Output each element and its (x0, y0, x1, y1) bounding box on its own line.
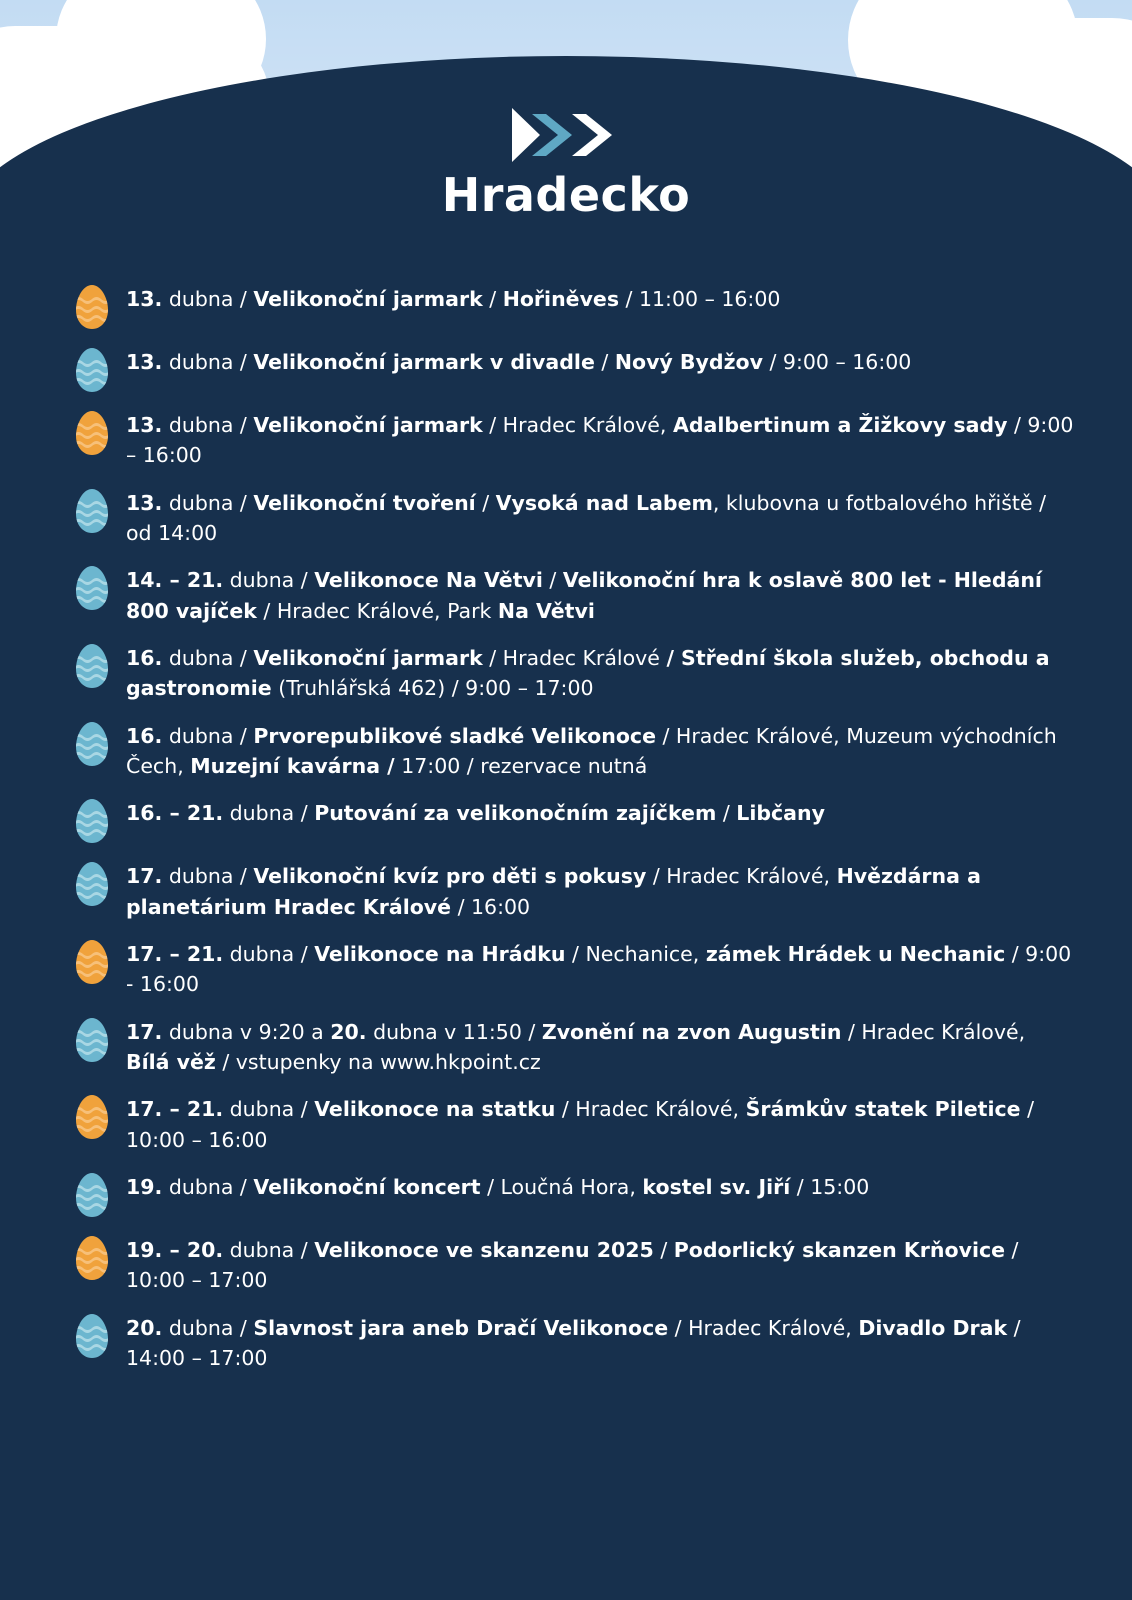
event-text: 20. dubna / Slavnost jara aneb Dračí Velikonoce / Hradec Králové, Divadlo Drak / 14:00 – 17:00 (126, 1315, 1021, 1370)
event-text: 16. dubna / Prvorepublikové sladké Velikonoce / Hradec Králové, Muzeum východních Čech, Muzejní kavárna / 17:00 / rezervace nutná (126, 723, 1057, 778)
event-text: 13. dubna / Velikonoční tvoření / Vysoká nad Labem, klubovna u fotbalového hřiště / od 14:00 (126, 490, 1046, 545)
event-text: 17. dubna / Velikonoční kvíz pro děti s pokusy / Hradec Králové, Hvězdárna a planetárium Hradec Králové / 16:00 (126, 864, 981, 919)
blue-egg-icon (74, 284, 110, 330)
double-chevron-icon (506, 104, 626, 166)
event-list (0, 282, 1132, 1388)
blue-egg-icon (74, 1313, 110, 1359)
event-text: 13. dubna / Velikonoční jarmark / Hořiněves / 11:00 – 16:00 (126, 287, 781, 311)
blue-egg-icon (74, 643, 110, 689)
event-text: 16. dubna / Velikonoční jarmark / Hradec Králové / Střední škola služeb, obchodu a gastronomie (Truhlářská 462) / 9:00 – 17:00 (126, 645, 1050, 701)
blue-egg-icon (74, 347, 110, 393)
event-item (74, 408, 1074, 471)
orange-egg-icon (74, 1235, 110, 1281)
event-item (74, 719, 1074, 782)
event-item (74, 1311, 1074, 1374)
event-item (74, 1092, 1074, 1155)
blue-egg-icon (74, 1172, 110, 1218)
blue-egg-icon (74, 861, 110, 907)
event-text: 16. – 21. dubna / Putování za velikonočním zajíčkem / Libčany (126, 801, 825, 826)
event-text: 19. dubna / Velikonoční koncert / Loučná Hora, kostel sv. Jiří / 15:00 (126, 1174, 870, 1199)
event-item (74, 796, 1074, 844)
blue-egg-icon (74, 488, 110, 534)
event-text: 13. dubna / Velikonoční jarmark v divadle / Nový Bydžov / 9:00 – 16:00 (126, 350, 912, 374)
blue-egg-icon (74, 721, 110, 767)
event-item (74, 345, 1074, 393)
blue-egg-icon (74, 1017, 110, 1063)
blue-egg-icon (74, 565, 110, 611)
event-item (74, 859, 1074, 922)
event-text: 17. dubna v 9:20 a 20. dubna v 11:50 / Zvonění na zvon Augustin / Hradec Králové, Bílá věž / vstupenky na www.hkpoint.cz (126, 1019, 1026, 1074)
event-item (74, 1170, 1074, 1218)
event-text: 17. – 21. dubna / Velikonoce na statku / Hradec Králové, Šrámkův statek Piletice / 10:00 – 16:00 (126, 1097, 1034, 1152)
event-item (74, 937, 1074, 1000)
event-item (74, 486, 1074, 549)
brand-header (0, 104, 1132, 222)
orange-egg-icon (74, 1094, 110, 1140)
event-item (74, 1015, 1074, 1078)
event-item (74, 641, 1074, 704)
orange-egg-icon (74, 939, 110, 985)
event-text: 17. – 21. dubna / Velikonoce na Hrádku / Nechanice, zámek Hrádek u Nechanic / 9:00 - 16:00 (126, 941, 1072, 997)
event-text: 19. – 20. dubna / Velikonoce ve skanzenu 2025 / Podorlický skanzen Krňovice / 10:00 – 17:00 (126, 1237, 1019, 1293)
event-item (74, 282, 1074, 330)
orange-egg-icon (74, 410, 110, 456)
event-text: 14. – 21. dubna / Velikonoce Na Větvi / Velikonoční hra k oslavě 800 let - Hledání 800 vajíček / Hradec Králové, Park Na Větvi (126, 568, 1042, 623)
blue-egg-icon (74, 798, 110, 844)
event-text: 13. dubna / Velikonoční jarmark / Hradec Králové, Adalbertinum a Žižkovy sady / 9:00 – 16:00 (126, 413, 1074, 468)
event-item (74, 563, 1074, 626)
brand-name: Hradecko (441, 168, 691, 222)
event-item (74, 1233, 1074, 1296)
